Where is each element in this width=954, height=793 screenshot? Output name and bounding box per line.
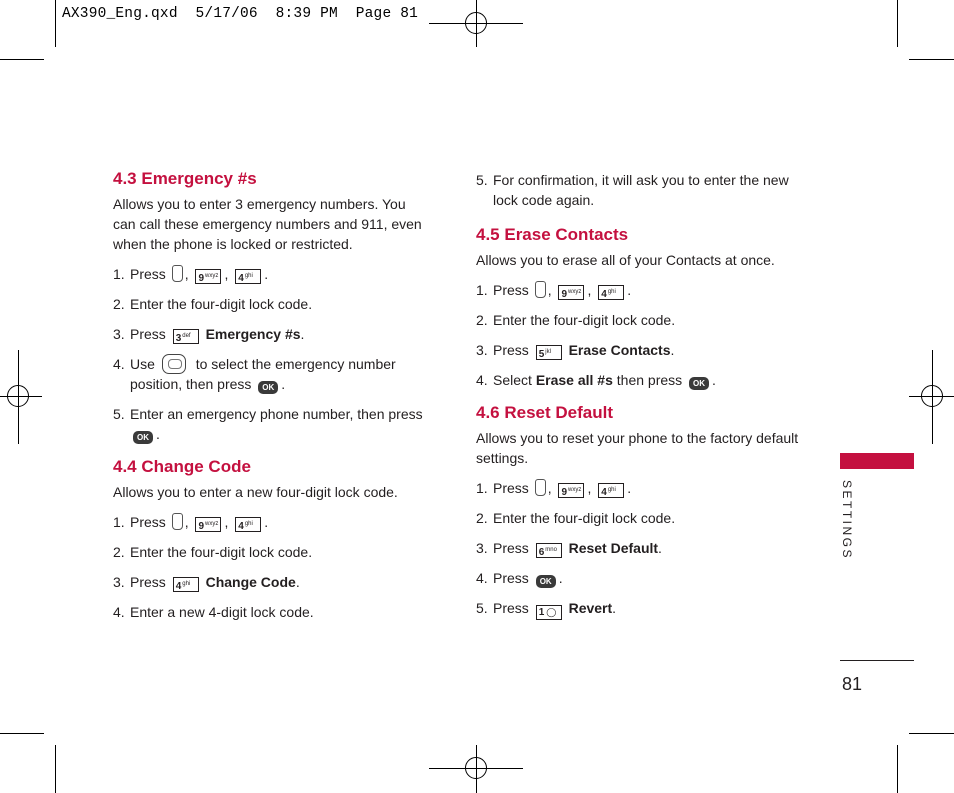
key-9-icon xyxy=(558,483,584,498)
section-title-change-code: 4.4 Change Code xyxy=(113,457,251,476)
key-letters: wxyz xyxy=(205,521,219,527)
step-number: 3. xyxy=(476,540,488,556)
section-intro: Allows you to enter a new four-digit lock code. xyxy=(113,484,398,500)
step-number: 4. xyxy=(113,356,125,372)
separator: , xyxy=(184,266,189,282)
key-digit: 5 xyxy=(538,349,545,360)
step-number: 1. xyxy=(476,282,488,298)
separator: . xyxy=(264,266,269,282)
menu-key-icon xyxy=(535,479,546,496)
step-item xyxy=(113,264,431,284)
step-item xyxy=(476,340,806,360)
step-item xyxy=(113,294,431,314)
ok-key-icon: OK xyxy=(133,431,153,444)
ok-key-icon: OK xyxy=(536,575,556,588)
step-number: 5. xyxy=(476,172,488,188)
step-item xyxy=(476,478,806,498)
key-letters: ghi xyxy=(182,581,191,587)
step-text: Press xyxy=(130,266,166,282)
key-9-icon xyxy=(195,517,221,532)
separator: . xyxy=(627,480,632,496)
ok-key-icon: OK xyxy=(258,381,278,394)
step-text: Press xyxy=(130,326,166,342)
key-4-icon xyxy=(235,269,261,284)
step-number: 3. xyxy=(113,326,125,342)
menu-option-name: Emergency #s xyxy=(205,326,301,342)
step-number: 4. xyxy=(113,604,125,620)
step-text: Enter the four-digit lock code. xyxy=(130,296,313,312)
step-number: 2. xyxy=(476,312,488,328)
step-text: Press xyxy=(493,600,529,616)
step-item xyxy=(113,354,431,394)
key-5-icon xyxy=(536,345,562,360)
section-intro: Allows you to erase all of your Contacts at once. xyxy=(476,252,775,268)
menu-key-icon xyxy=(535,281,546,298)
menu-option-name: Erase Contacts xyxy=(568,342,671,358)
step-text: Press xyxy=(130,514,166,530)
step-number: 5. xyxy=(113,406,125,422)
key-digit: 4 xyxy=(601,289,607,300)
section-title-reset-default: 4.6 Reset Default xyxy=(476,403,613,422)
menu-key-icon xyxy=(172,513,183,530)
key-4-icon xyxy=(598,285,624,300)
step-text: Press xyxy=(493,480,529,496)
key-letters: mno xyxy=(545,547,557,553)
crop-mark xyxy=(0,59,44,60)
separator: . xyxy=(670,342,675,358)
key-digit: 4 xyxy=(601,487,607,498)
key-4-icon xyxy=(598,483,624,498)
step-text: Press xyxy=(493,282,529,298)
step-number: 2. xyxy=(476,510,488,526)
registration-circle xyxy=(921,385,943,407)
step-item xyxy=(113,602,431,622)
key-digit: 6 xyxy=(538,547,545,558)
footer-rule xyxy=(840,660,914,661)
key-letters: jkl xyxy=(545,349,551,355)
section-tab-bar xyxy=(840,453,914,469)
key-letters: ghi xyxy=(607,289,616,295)
section-intro: Allows you to enter 3 emergency numbers. You can call these emergency numbers and 911, even when the phone is locked or restricted. xyxy=(113,196,422,252)
key-digit: 9 xyxy=(198,521,205,532)
step-number: 5. xyxy=(476,600,488,616)
key-6-icon xyxy=(536,543,562,558)
step-number: 1. xyxy=(113,514,125,530)
page-number: 81 xyxy=(842,674,863,694)
key-digit: 3 xyxy=(175,333,182,344)
key-9-icon xyxy=(558,285,584,300)
step-text: Press xyxy=(493,342,529,358)
section-intro: Allows you to reset your phone to the factory default settings. xyxy=(476,430,799,466)
step-item xyxy=(476,508,806,528)
step-item xyxy=(476,598,806,620)
section-title-erase-contacts: 4.5 Erase Contacts xyxy=(476,225,629,244)
step-text: For confirmation, it will ask you to enter the new lock code again. xyxy=(493,172,789,208)
step-item xyxy=(113,572,431,592)
menu-key-icon xyxy=(172,265,183,282)
step-number: 1. xyxy=(113,266,125,282)
separator: . xyxy=(156,426,160,442)
step-text: Use xyxy=(130,356,155,372)
key-letters: ghi xyxy=(244,273,253,279)
separator: , xyxy=(587,282,592,298)
step-item xyxy=(476,568,806,588)
separator: , xyxy=(224,266,229,282)
registration-circle xyxy=(465,757,487,779)
separator: , xyxy=(587,480,592,496)
crop-mark xyxy=(909,733,954,734)
step-item xyxy=(113,512,431,532)
separator: . xyxy=(627,282,632,298)
key-4-icon xyxy=(235,517,261,532)
key-digit: 9 xyxy=(561,487,568,498)
separator: . xyxy=(612,600,617,616)
key-letters: def xyxy=(182,333,191,339)
step-item xyxy=(113,324,431,344)
crop-mark xyxy=(0,733,44,734)
crop-mark xyxy=(55,0,56,47)
separator: . xyxy=(658,540,662,556)
separator: . xyxy=(295,574,300,590)
step-text: Press xyxy=(130,574,166,590)
step-text: Enter the four-digit lock code. xyxy=(493,510,676,526)
key-letters: ghi xyxy=(607,487,616,493)
key-digit: 9 xyxy=(561,289,568,300)
key-digit: 9 xyxy=(198,273,205,284)
step-item xyxy=(476,370,806,390)
registration-circle xyxy=(465,12,487,34)
step-number: 4. xyxy=(476,372,488,388)
ok-key-icon: OK xyxy=(689,377,709,390)
step-text: Enter the four-digit lock code. xyxy=(493,312,676,328)
step-text: Enter the four-digit lock code. xyxy=(130,544,313,560)
key-digit: 1 xyxy=(538,607,545,618)
step-text: then press xyxy=(616,372,683,388)
separator: , xyxy=(224,514,229,530)
step-text: to select the emergency number position, then press xyxy=(130,356,396,392)
step-number: 3. xyxy=(113,574,125,590)
menu-option-name: Reset Default xyxy=(568,540,659,556)
separator: . xyxy=(281,376,286,392)
step-item xyxy=(476,280,806,300)
left-column xyxy=(113,168,431,622)
separator: . xyxy=(300,326,305,342)
key-letters: wxyz xyxy=(205,273,219,279)
side-section-label: SETTINGS xyxy=(840,480,854,561)
crop-mark xyxy=(909,59,954,60)
key-digit: 4 xyxy=(238,521,244,532)
menu-option-name: Erase all #s xyxy=(535,372,613,388)
key-1-icon xyxy=(536,605,562,620)
step-text: Press xyxy=(493,540,529,556)
step-number: 1. xyxy=(476,480,488,496)
separator: . xyxy=(558,570,563,586)
step-number: 2. xyxy=(113,544,125,560)
separator: . xyxy=(264,514,269,530)
crop-mark xyxy=(897,0,898,47)
key-4-icon xyxy=(173,577,199,592)
key-3-icon xyxy=(173,329,199,344)
step-number: 4. xyxy=(476,570,488,586)
step-item xyxy=(113,542,431,562)
menu-option-name: Revert xyxy=(568,600,613,616)
key-digit: 4 xyxy=(238,273,244,284)
step-item xyxy=(476,310,806,330)
separator: , xyxy=(547,480,552,496)
step-item xyxy=(113,404,431,444)
separator: , xyxy=(547,282,552,298)
step-item xyxy=(476,538,806,558)
right-column xyxy=(476,170,806,620)
crop-mark xyxy=(55,745,56,793)
step-text: Select xyxy=(493,372,532,388)
key-letters: ghi xyxy=(244,521,253,527)
step-number: 2. xyxy=(113,296,125,312)
step-item xyxy=(476,170,806,210)
step-number: 3. xyxy=(476,342,488,358)
navigation-key-icon xyxy=(162,354,186,374)
registration-circle xyxy=(7,385,29,407)
key-letters: wxyz xyxy=(568,289,582,295)
step-text: Enter an emergency phone number, then press xyxy=(130,406,423,422)
step-text: Enter a new 4-digit lock code. xyxy=(130,604,314,620)
key-9-icon xyxy=(195,269,221,284)
key-letters: wxyz xyxy=(568,487,582,493)
section-title-emergency: 4.3 Emergency #s xyxy=(113,169,257,188)
key-digit: 4 xyxy=(175,581,182,592)
menu-option-name: Change Code xyxy=(205,574,296,590)
voicemail-icon: ◯ xyxy=(546,607,557,617)
print-slug: AX390_Eng.qxd 5/17/06 8:39 PM Page 81 xyxy=(62,6,419,22)
crop-mark xyxy=(897,745,898,793)
step-text: Press xyxy=(493,570,529,586)
separator: , xyxy=(184,514,189,530)
separator: . xyxy=(712,372,716,388)
